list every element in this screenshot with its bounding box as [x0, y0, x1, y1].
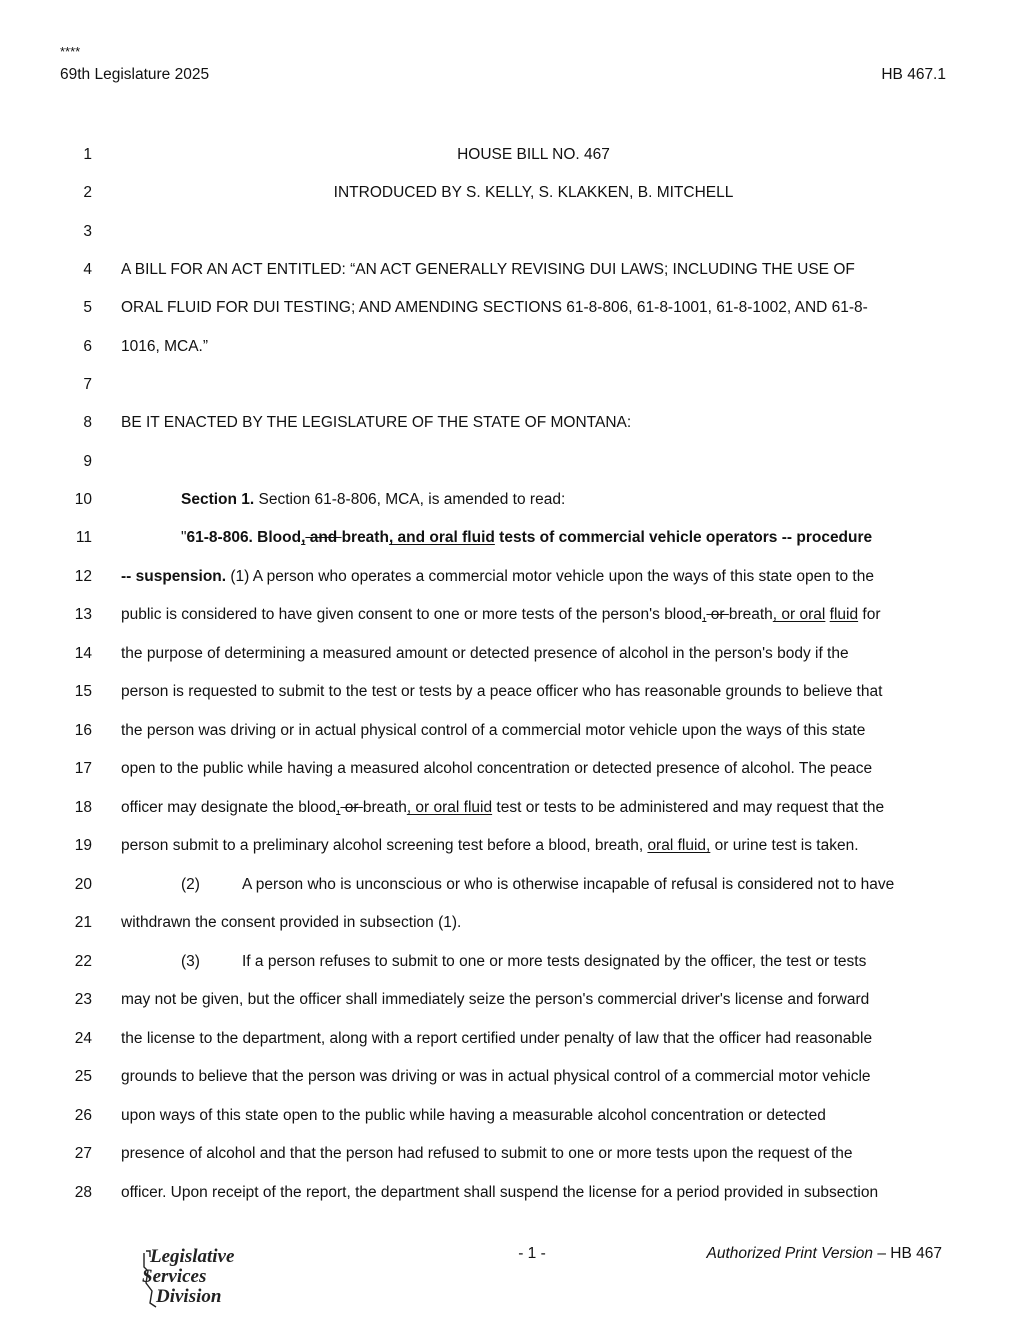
page-number: - 1 - [518, 1245, 546, 1262]
line-number: 18 [74, 799, 92, 816]
inserted-text: oral fluid, [647, 837, 711, 854]
subsection-number: (2) [181, 876, 200, 893]
body-text [121, 605, 946, 625]
line-number: 8 [83, 414, 92, 431]
line-number: 25 [74, 1068, 92, 1085]
body-text [121, 567, 946, 587]
line-number: 21 [74, 914, 92, 931]
inserted-text: , and oral fluid [388, 529, 495, 546]
logo-text-line: Legislative [150, 1246, 235, 1267]
inserted-text: fluid [829, 606, 859, 623]
line-number: 27 [74, 1145, 92, 1162]
sponsors-text: INTRODUCED BY S. KELLY, S. KLAKKEN, B. MITCHELL [333, 184, 734, 201]
line-number: 1 [83, 146, 92, 163]
line-number: 15 [74, 683, 92, 700]
bill-text-line-24 [0, 1029, 1024, 1067]
body-segment: breath [728, 606, 773, 623]
line-number: 16 [74, 722, 92, 739]
body-segment: (1) A person who operates a commercial motor vehicle upon the ways of this state open to the [226, 568, 874, 585]
bill-text-line-15 [0, 682, 1024, 720]
body-segment: for [858, 606, 881, 623]
enacting-clause [0, 413, 1024, 451]
line-number: 23 [74, 991, 92, 1008]
bill-title-text: HOUSE BILL NO. 467 [457, 146, 610, 163]
bill-text-line-19 [0, 836, 1024, 874]
line-number: 11 [75, 529, 92, 546]
subsection-number: (3) [181, 953, 200, 970]
bill-text-line-23 [0, 990, 1024, 1028]
line-number: 20 [74, 876, 92, 893]
line-number: 9 [83, 453, 92, 470]
print-version-text: Authorized Print Version [706, 1245, 874, 1262]
bill-text-line-28 [0, 1183, 1024, 1221]
section-heading-text [121, 490, 946, 510]
struck-text: and [305, 529, 342, 546]
body-segment: person submit to a preliminary alcohol screening test before a blood, breath, [121, 837, 648, 854]
body-segment: breath [362, 799, 407, 816]
line-number: 13 [74, 606, 92, 623]
body-text [121, 836, 946, 856]
body-text: officer. Upon receipt of the report, the department shall suspend the license for a period provided in subsection [121, 1184, 879, 1201]
line-number: 4 [83, 261, 92, 278]
bill-text-line-12 [0, 567, 1024, 605]
line-number: 14 [74, 645, 92, 662]
body-segment: public is considered to have given consent to one or more tests of the person's blood [121, 606, 703, 623]
body-text: presence of alcohol and that the person had refused to submit to one or more tests upon the request of the [121, 1145, 853, 1162]
struck-text: or [706, 606, 729, 623]
footer-bill-id: – HB 467 [873, 1245, 942, 1262]
logo-text-line: Division [156, 1286, 222, 1307]
bill-text-line-6 [0, 337, 1024, 375]
line-number: 10 [74, 491, 92, 508]
body-text: the license to the department, along with a report certified under penalty of law that the officer had reasonable [121, 1030, 873, 1047]
line-number-row [0, 452, 1024, 490]
bill-text-line-14 [0, 644, 1024, 682]
act-title-text: ORAL FLUID FOR DUI TESTING; AND AMENDING SECTIONS 61-8-806, 61-8-1001, 61-8-1002, AND 61-8- [121, 299, 868, 316]
section-heading [0, 490, 1024, 528]
line-number: 26 [74, 1107, 92, 1124]
bill-text-line-27 [0, 1144, 1024, 1182]
act-title-text: 1016, MCA.” [121, 338, 209, 355]
subsection-2 [0, 875, 1024, 913]
bill-id-label: HB 467.1 [881, 66, 946, 83]
subsection-3 [0, 952, 1024, 990]
bill-text-line-21 [0, 913, 1024, 951]
line-number: 3 [83, 223, 92, 240]
body-text: person is requested to submit to the test or tests by a peace officer who has reasonable grounds to believe that [121, 683, 883, 700]
title-bold: -- suspension. [121, 568, 227, 585]
bill-text-line-18 [0, 798, 1024, 836]
body-text [121, 798, 946, 818]
inserted-text: , or oral [772, 606, 826, 623]
inserted-text: , [336, 799, 341, 816]
line-number: 7 [83, 376, 92, 393]
line-number: 19 [74, 837, 92, 854]
open-quote: " [181, 529, 187, 546]
section-number-bold: 61-8-806. Blood [186, 529, 302, 546]
body-text: grounds to believe that the person was driving or was in actual physical control of a commercial motor vehicle [121, 1068, 871, 1085]
bill-text-line-25 [0, 1067, 1024, 1105]
sponsors-line [0, 183, 1024, 221]
logo-text-line: Services [142, 1266, 207, 1287]
body-segment: or urine test is taken. [710, 837, 859, 854]
print-version-label [706, 1245, 942, 1263]
bill-text-line-16 [0, 721, 1024, 759]
body-text: may not be given, but the officer shall immediately seize the person's commercial driver's license and forward [121, 991, 870, 1008]
body-segment: officer may designate the blood [121, 799, 337, 816]
line-number: 17 [74, 760, 92, 777]
body-text: open to the public while having a measured alcohol concentration or detected presence of alcohol. The peace [121, 760, 873, 777]
body-segment: test or tests to be administered and may request that the [492, 799, 885, 816]
line-number: 2 [83, 184, 92, 201]
title-bold: breath [341, 529, 389, 546]
subsection-text: If a person refuses to submit to one or more tests designated by the officer, the test or tests [242, 953, 867, 970]
title-bold: tests of commercial vehicle operators -- procedure [494, 529, 873, 546]
subsection-text: A person who is unconscious or who is otherwise incapable of refusal is considered not to have [242, 876, 895, 893]
inserted-text: , [301, 529, 306, 546]
body-text: upon ways of this state open to the public while having a measurable alcohol concentration or detected [121, 1107, 826, 1124]
body-text: withdrawn the consent provided in subsection (1). [121, 914, 462, 931]
body-text: the purpose of determining a measured amount or detected presence of alcohol in the person's body if the [121, 645, 849, 662]
enacting-clause-text: BE IT ENACTED BY THE LEGISLATURE OF THE STATE OF MONTANA: [121, 414, 632, 431]
struck-text: or [340, 799, 363, 816]
bill-text-line-17 [0, 759, 1024, 797]
inserted-text: , or oral fluid [406, 799, 493, 816]
body-text: the person was driving or in actual physical control of a commercial motor vehicle upon the ways of this state [121, 722, 866, 739]
inserted-text: , [702, 606, 707, 623]
bill-text-line-26 [0, 1106, 1024, 1144]
line-number: 24 [74, 1030, 92, 1047]
line-number-row [0, 222, 1024, 260]
line-number-row [0, 375, 1024, 413]
bill-text-line-5 [0, 298, 1024, 336]
bill-text-line-13 [0, 605, 1024, 643]
legislature-label: 69th Legislature 2025 [60, 66, 210, 83]
line-number: 12 [74, 568, 92, 585]
header-stars: **** [60, 44, 81, 59]
line-number: 5 [83, 299, 92, 316]
act-title-text: A BILL FOR AN ACT ENTITLED: “AN ACT GENERALLY REVISING DUI LAWS; INCLUDING THE USE OF [121, 261, 855, 278]
amended-section-title [121, 528, 946, 548]
bill-title [0, 145, 1024, 183]
bill-text-line-4 [0, 260, 1024, 298]
section-label: Section 1. [181, 491, 255, 508]
section-intro: Section 61-8-806, MCA, is amended to read: [254, 491, 566, 508]
line-number: 22 [74, 953, 92, 970]
bill-text-line-11 [0, 528, 1024, 566]
line-number: 28 [74, 1184, 92, 1201]
line-number: 6 [83, 338, 92, 355]
